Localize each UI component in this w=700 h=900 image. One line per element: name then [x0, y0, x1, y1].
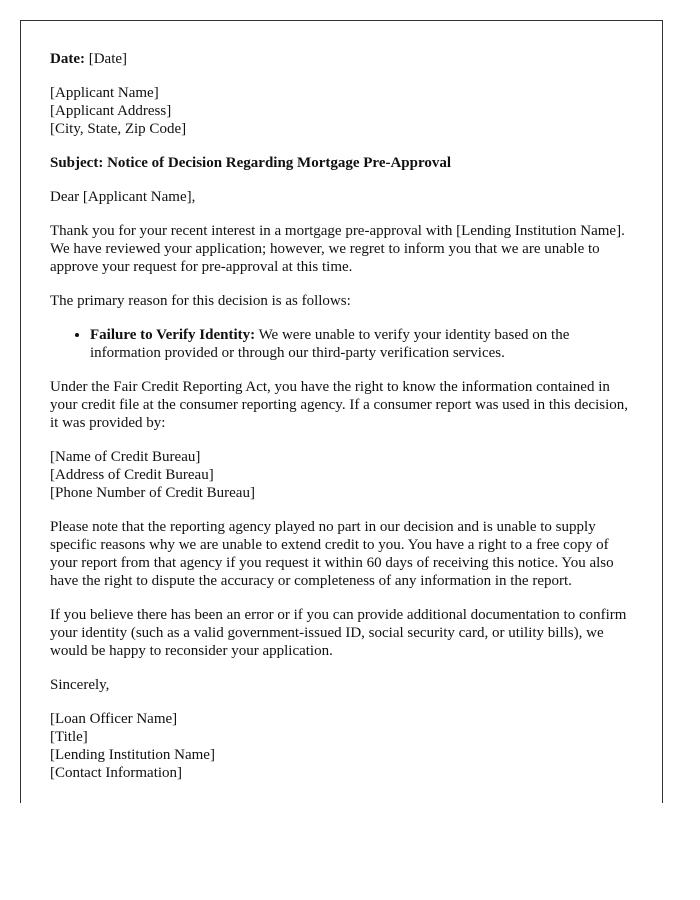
- applicant-address: [Applicant Address]: [50, 103, 172, 119]
- signature-block: [50, 710, 633, 782]
- officer-title: [Title]: [50, 729, 88, 745]
- bureau-phone: [Phone Number of Credit Bureau]: [50, 485, 255, 501]
- letter: [20, 20, 663, 803]
- recipient-block: [50, 84, 633, 138]
- reason-list: [50, 326, 633, 362]
- reason-text: We were unable to verify your identity based on the information provided or through our third-party verification services.: [90, 327, 570, 361]
- subject-text: Subject: Notice of Decision Regarding Mortgage Pre-Approval: [50, 155, 452, 171]
- date-value: [Date]: [88, 51, 128, 67]
- date-line: [50, 50, 633, 68]
- reconsider-paragraph: If you believe there has been an error or if you can provide additional documentation to confirm your identity (such as a valid government-issued ID, social security card, or utility bills), we would be happy to reconsider your application.: [50, 607, 627, 659]
- officer-name: [Loan Officer Name]: [50, 711, 178, 727]
- institution-name: [Lending Institution Name]: [50, 747, 215, 763]
- reason-item: [90, 326, 633, 362]
- reason-intro: The primary reason for this decision is as follows:: [50, 293, 351, 309]
- intro-paragraph: Thank you for your recent interest in a mortgage pre-approval with [Lending Institution Name]. We have reviewed your application; however, we regret to inform you that we are unable to approve your request for pre-approval at this time.: [50, 223, 625, 275]
- subject-line: [50, 154, 633, 172]
- agency-note-paragraph: Please note that the reporting agency played no part in our decision and is unable to supply specific reasons why we are unable to extend credit to you. You have a right to a free copy of your report from that agency if you request it within 60 days of receiving this notice. You also have the right to dispute the accuracy or completeness of any information in the report.: [50, 519, 614, 589]
- bureau-name: [Name of Credit Bureau]: [50, 449, 201, 465]
- contact-info: [Contact Information]: [50, 765, 183, 781]
- fcra-paragraph: Under the Fair Credit Reporting Act, you have the right to know the information contained in your credit file at the consumer reporting agency. If a consumer report was used in this decision, it was provided by:: [50, 379, 629, 431]
- bureau-block: [50, 448, 633, 502]
- bureau-address: [Address of Credit Bureau]: [50, 467, 214, 483]
- applicant-city: [City, State, Zip Code]: [50, 121, 187, 137]
- closing: Sincerely,: [50, 677, 110, 693]
- date-label: Date:: [50, 51, 85, 67]
- reason-title: Failure to Verify Identity:: [90, 327, 256, 343]
- applicant-name: [Applicant Name]: [50, 85, 159, 101]
- salutation: Dear [Applicant Name],: [50, 189, 196, 205]
